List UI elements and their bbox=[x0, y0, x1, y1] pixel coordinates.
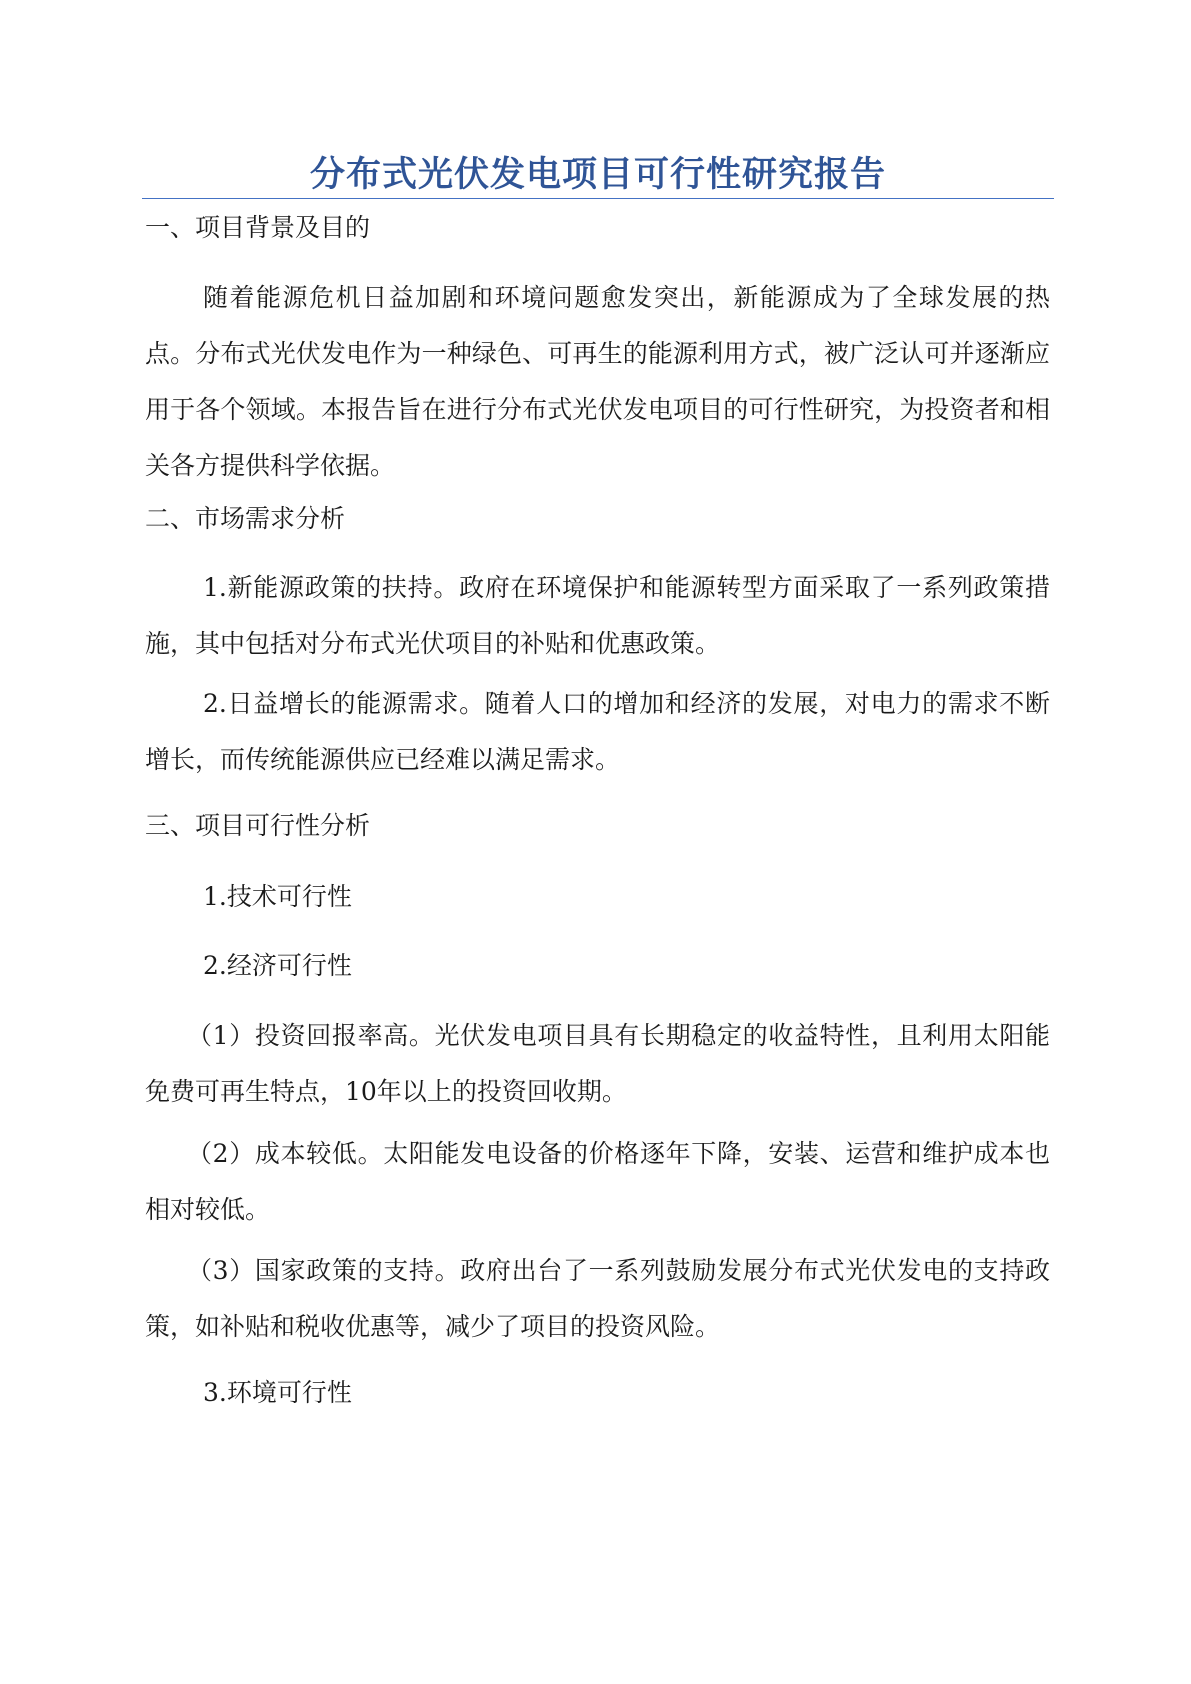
title-divider bbox=[142, 198, 1054, 199]
paragraph-energy-demand: 2.日益增长的能源需求。随着人口的增加和经济的发展，对电力的需求不断增长，而传统能源供应已经难以满足需求。 bbox=[145, 689, 1050, 774]
item-environmental-feasibility: 3.环境可行性 bbox=[203, 1378, 352, 1407]
section-heading-background: 一、项目背景及目的 bbox=[145, 213, 371, 242]
sub-item-high-return: （1）投资回报率高。光伏发电项目具有长期稳定的收益特性，且利用太阳能免费可再生特点，10年以上的投资回收期。 bbox=[145, 1021, 1050, 1106]
section-heading-market-demand: 二、市场需求分析 bbox=[145, 504, 346, 533]
item-technical-feasibility: 1.技术可行性 bbox=[203, 882, 352, 911]
section-heading-feasibility: 三、项目可行性分析 bbox=[145, 811, 371, 840]
sub-item-policy-support: （3）国家政策的支持。政府出台了一系列鼓励发展分布式光伏发电的支持政策，如补贴和税收优惠等，减少了项目的投资风险。 bbox=[145, 1256, 1050, 1341]
document-title: 分布式光伏发电项目可行性研究报告 bbox=[309, 154, 886, 196]
paragraph-background: 随着能源危机日益加剧和环境问题愈发突出，新能源成为了全球发展的热点。分布式光伏发电作为一种绿色、可再生的能源利用方式，被广泛认可并逐渐应用于各个领域。本报告旨在进行分布式光伏发电项目的可行性研究，为投资者和相关各方提供科学依据。 bbox=[145, 283, 1050, 480]
sub-item-low-cost: （2）成本较低。太阳能发电设备的价格逐年下降，安装、运营和维护成本也相对较低。 bbox=[145, 1139, 1050, 1224]
paragraph-policy-support: 1.新能源政策的扶持。政府在环境保护和能源转型方面采取了一系列政策措施，其中包括对分布式光伏项目的补贴和优惠政策。 bbox=[145, 573, 1050, 658]
item-economic-feasibility: 2.经济可行性 bbox=[203, 951, 352, 980]
